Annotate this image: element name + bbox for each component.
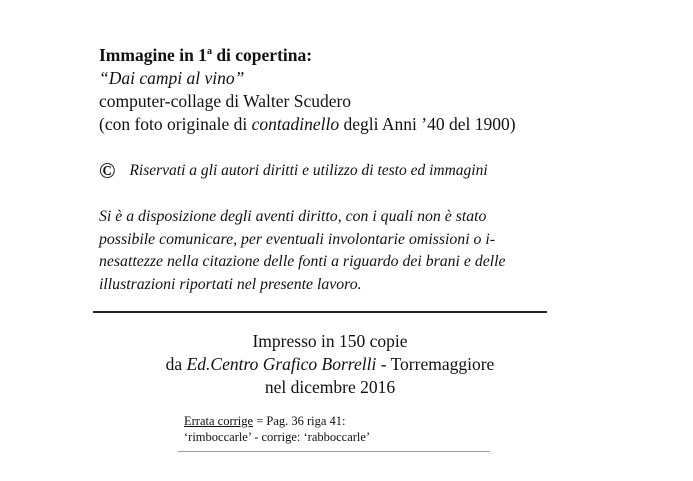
artwork-title: “Dai campi al vino”: [99, 68, 245, 88]
photo-note-suffix: degli Anni ’40 del 1900): [339, 114, 516, 134]
print-date: nel dicembre 2016: [264, 377, 396, 397]
rights-notice: [99, 159, 659, 183]
disclaimer-paragraph: [99, 206, 659, 296]
disclaimer-line: Si è a disposizione degli aventi diritto, con i quali non è stato: [99, 208, 487, 225]
disclaimer-line: nesattezze nella citazione delle fonti a riguardo dei brani e delle: [99, 253, 506, 270]
errata-label: Errata corrige: [184, 414, 254, 428]
errata-correction: ‘rimboccarle’ - corrige: ‘rabboccarle’: [184, 430, 371, 444]
cover-credits: [99, 44, 659, 136]
photo-note-subject: contadinello: [251, 114, 340, 134]
errata-location: = Pag. 36 riga 41:: [253, 414, 346, 428]
cover-heading-suffix: di copertina:: [211, 45, 313, 65]
disclaimer-line: possibile comunicare, per eventuali involontarie omissioni o i-: [99, 230, 496, 248]
artwork-credit: computer-collage di Walter Scudero: [99, 91, 352, 111]
errata-corrige: [184, 413, 504, 445]
photo-note-prefix: (con foto originale di: [99, 114, 252, 134]
disclaimer-line: illustrazioni riportati nel presente lavoro.: [99, 275, 362, 293]
print-run: Impresso in 150 copie: [252, 331, 408, 351]
photo-note: [99, 113, 659, 136]
cover-heading: [99, 44, 659, 67]
rights-text: Riservati a gli autori diritti e utilizzo di testo ed immagini: [129, 162, 488, 179]
errata-underline: [178, 451, 490, 452]
cover-heading-superscript: a: [206, 46, 212, 58]
errata-first-line: [184, 413, 504, 429]
printer-name: Ed.Centro Grafico Borrelli: [186, 354, 377, 374]
section-divider: [93, 311, 547, 313]
copyright-icon: ©: [99, 158, 116, 183]
printer-line: [80, 353, 580, 376]
cover-heading-prefix: Immagine in 1: [99, 45, 207, 65]
imprint-block: [80, 330, 580, 399]
printer-suffix: - Torremaggiore: [376, 354, 495, 374]
printer-prefix: da: [165, 354, 187, 374]
